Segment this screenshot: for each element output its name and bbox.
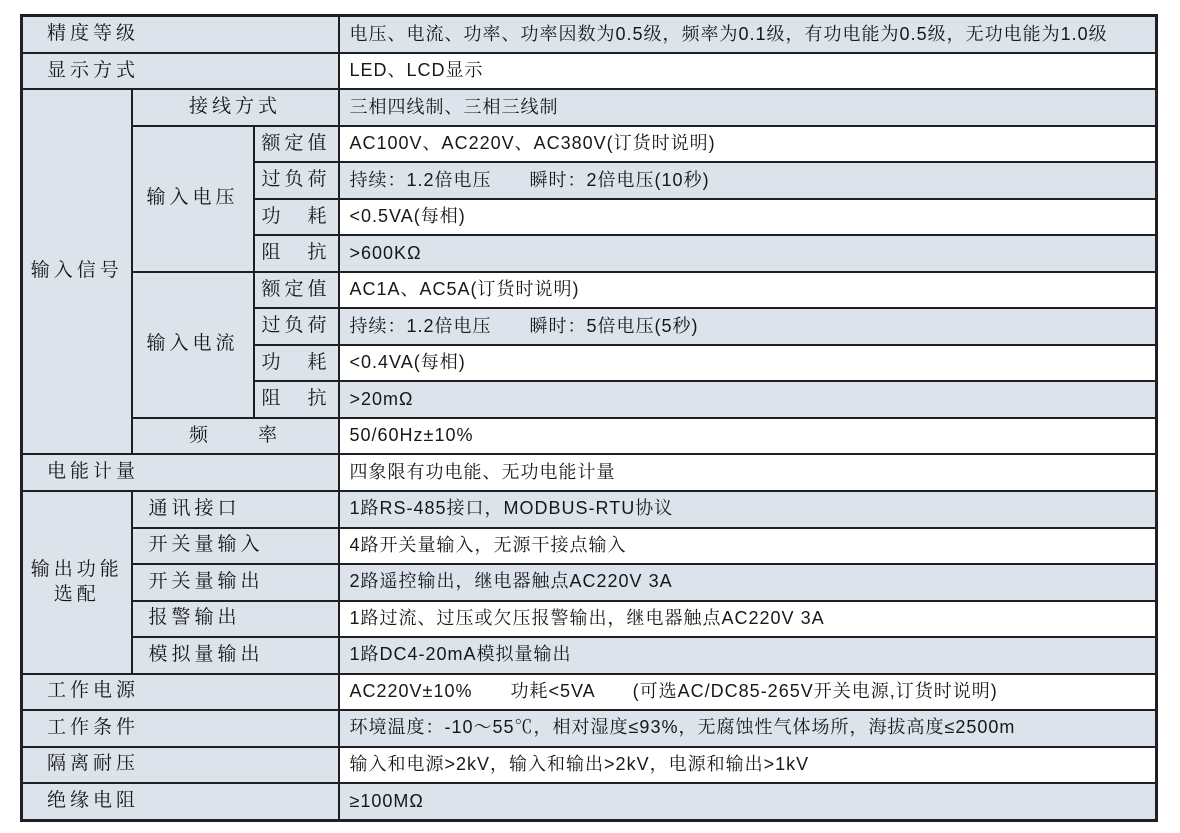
- input-signal-group-label: 输入信号: [22, 89, 132, 454]
- frequency-value: 50/60Hz±10%: [339, 418, 1157, 455]
- voltage-consumption-value: <0.5VA(每相): [339, 199, 1157, 236]
- digital-input-label: 开关量输入: [132, 528, 339, 565]
- voltage-rated-value: AC100V、AC220V、AC380V(订货时说明): [339, 126, 1157, 163]
- working-power-label: 工作电源: [22, 674, 339, 711]
- analog-output-value: 1路DC4-20mA模拟量输出: [339, 637, 1157, 674]
- insulation-resistance-label: 绝缘电阻: [22, 783, 339, 820]
- accuracy-label: 精度等级: [22, 16, 339, 53]
- voltage-impedance-value: >600KΩ: [339, 235, 1157, 272]
- digital-output-value: 2路遥控输出，继电器触点AC220V 3A: [339, 564, 1157, 601]
- output-functions-line1: 输出功能: [30, 558, 123, 580]
- voltage-overload-label: 过负荷: [254, 162, 339, 199]
- working-conditions-label: 工作条件: [22, 710, 339, 747]
- current-overload-label: 过负荷: [254, 308, 339, 345]
- current-rated-label: 额定值: [254, 272, 339, 309]
- isolation-voltage-value: 输入和电源>2kV，输入和输出>2kV，电源和输出>1kV: [339, 747, 1157, 784]
- alarm-output-value: 1路过流、过压或欠压报警输出，继电器触点AC220V 3A: [339, 601, 1157, 638]
- current-consumption-value: <0.4VA(每相): [339, 345, 1157, 382]
- voltage-overload-value: 持续：1.2倍电压 瞬时：2倍电压(10秒): [339, 162, 1157, 199]
- display-mode-label: 显示方式: [22, 53, 339, 90]
- current-impedance-label: 阻 抗: [254, 381, 339, 418]
- output-functions-group-label: [22, 491, 132, 674]
- voltage-rated-label: 额定值: [254, 126, 339, 163]
- spec-table: [20, 14, 1158, 822]
- comm-port-label: 通讯接口: [132, 491, 339, 528]
- analog-output-label: 模拟量输出: [132, 637, 339, 674]
- current-impedance-value: >20mΩ: [339, 381, 1157, 418]
- working-conditions-value: 环境温度：-10～55℃，相对湿度≤93%，无腐蚀性气体场所，海拔高度≤2500m: [339, 710, 1157, 747]
- current-overload-value: 持续：1.2倍电压 瞬时：5倍电压(5秒): [339, 308, 1157, 345]
- frequency-label: 频 率: [132, 418, 339, 455]
- working-power-value: AC220V±10% 功耗<5VA (可选AC/DC85-265V开关电源,订货时说明): [339, 674, 1157, 711]
- output-functions-line2: 选配: [53, 584, 100, 606]
- wiring-mode-value: 三相四线制、三相三线制: [339, 89, 1157, 126]
- input-current-group-label: 输入电流: [132, 272, 254, 418]
- voltage-consumption-label: 功 耗: [254, 199, 339, 236]
- energy-metering-value: 四象限有功电能、无功电能计量: [339, 454, 1157, 491]
- display-mode-value: LED、LCD显示: [339, 53, 1157, 90]
- energy-metering-label: 电能计量: [22, 454, 339, 491]
- isolation-voltage-label: 隔离耐压: [22, 747, 339, 784]
- digital-output-label: 开关量输出: [132, 564, 339, 601]
- current-rated-value: AC1A、AC5A(订货时说明): [339, 272, 1157, 309]
- accuracy-value: 电压、电流、功率、功率因数为0.5级，频率为0.1级，有功电能为0.5级，无功电能为1.0级: [339, 16, 1157, 53]
- current-consumption-label: 功 耗: [254, 345, 339, 382]
- comm-port-value: 1路RS-485接口，MODBUS-RTU协议: [339, 491, 1157, 528]
- wiring-mode-label: 接线方式: [132, 89, 339, 126]
- voltage-impedance-label: 阻 抗: [254, 235, 339, 272]
- input-voltage-group-label: 输入电压: [132, 126, 254, 272]
- insulation-resistance-value: ≥100MΩ: [339, 783, 1157, 820]
- alarm-output-label: 报警输出: [132, 601, 339, 638]
- digital-input-value: 4路开关量输入，无源干接点输入: [339, 528, 1157, 565]
